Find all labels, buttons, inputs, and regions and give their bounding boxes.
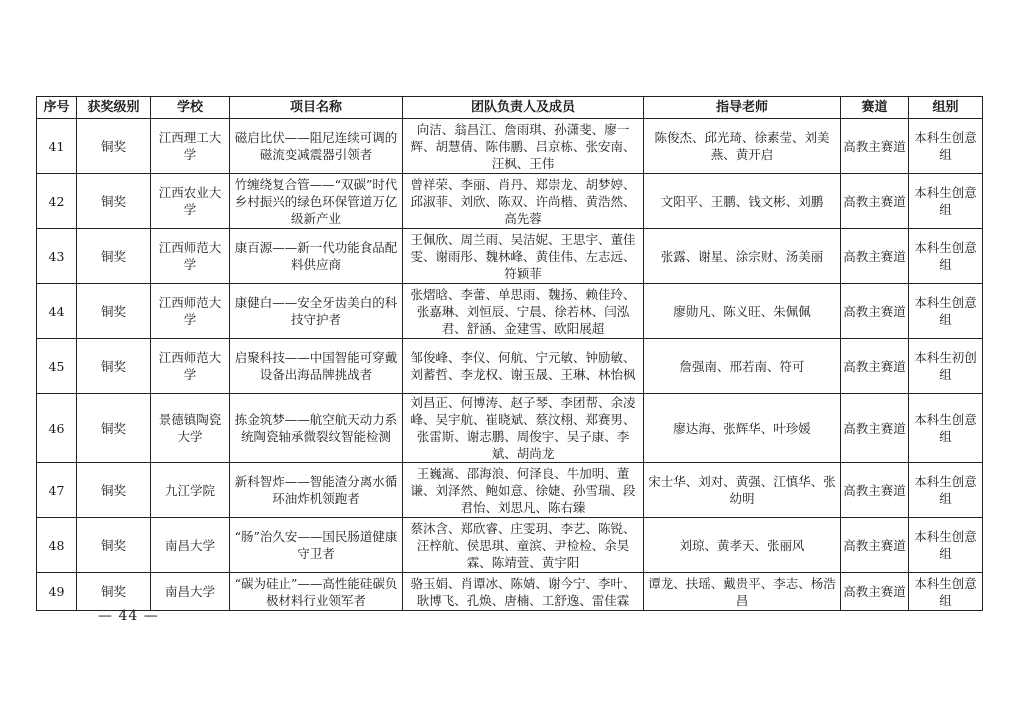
cell-advisors: 陈俊杰、邱光琦、徐素莹、刘美燕、黄开启	[644, 119, 841, 174]
awards-table	[36, 96, 983, 611]
cell-track: 高教主赛道	[841, 463, 909, 518]
cell-school: 江西师范大学	[151, 339, 230, 394]
cell-project: 康健白——安全牙齿美白的科技守护者	[230, 284, 403, 339]
cell-no: 46	[37, 394, 77, 463]
cell-group: 本科生创意组	[909, 174, 983, 229]
cell-members: 张熠晗、李蕾、单思雨、魏扬、赖佳玲、张嘉琳、刘恒辰、宁晨、徐若林、闫泓君、舒涵、金建雪、欧阳展超	[403, 284, 644, 339]
cell-group: 本科生创意组	[909, 394, 983, 463]
cell-members: 邹俊峰、李仪、何航、宁元敏、钟励敏、刘蓄哲、李龙权、谢玉晟、王琳、林怡枫	[403, 339, 644, 394]
cell-no: 43	[37, 229, 77, 284]
cell-project: 磁启比伏——阻尼连续可调的磁流变减震器引领者	[230, 119, 403, 174]
cell-project: 拣金筑梦——航空航天动力系统陶瓷轴承微裂纹智能检测	[230, 394, 403, 463]
header-track: 赛道	[841, 97, 909, 119]
page-number: — 44 —	[98, 608, 159, 624]
header-school: 学校	[151, 97, 230, 119]
table-row	[37, 284, 983, 339]
cell-members: 王巍嵩、邵海浪、何泽良、牛加明、董谦、刘泽然、鲍如意、徐婕、孙雪瑞、段君怡、刘思凡、陈右臻	[403, 463, 644, 518]
table-row	[37, 229, 983, 284]
header-group: 组别	[909, 97, 983, 119]
cell-advisors: 詹强南、邢若南、符可	[644, 339, 841, 394]
header-members: 团队负责人及成员	[403, 97, 644, 119]
cell-no: 44	[37, 284, 77, 339]
cell-school: 江西师范大学	[151, 284, 230, 339]
cell-project: 康百源——新一代功能食品配料供应商	[230, 229, 403, 284]
cell-advisors: 谭龙、扶瑶、戴贵平、李志、杨浩昌	[644, 573, 841, 611]
cell-group: 本科生创意组	[909, 284, 983, 339]
cell-track: 高教主赛道	[841, 394, 909, 463]
cell-school: 江西师范大学	[151, 229, 230, 284]
cell-school: 江西农业大学	[151, 174, 230, 229]
cell-track: 高教主赛道	[841, 284, 909, 339]
cell-school: 九江学院	[151, 463, 230, 518]
cell-track: 高教主赛道	[841, 339, 909, 394]
cell-level: 铜奖	[77, 463, 151, 518]
cell-members: 王佩欣、周兰雨、吴洁妮、王思宇、董佳雯、谢雨彤、魏林峰、黄佳伟、左志远、符颖菲	[403, 229, 644, 284]
cell-no: 45	[37, 339, 77, 394]
cell-track: 高教主赛道	[841, 119, 909, 174]
cell-group: 本科生创意组	[909, 463, 983, 518]
cell-track: 高教主赛道	[841, 174, 909, 229]
table-row	[37, 573, 983, 611]
cell-project: “碳为硅止”——高性能硅碳负极材料行业领军者	[230, 573, 403, 611]
table-row	[37, 394, 983, 463]
cell-advisors: 宋士华、刘对、黄强、江慎华、张幼明	[644, 463, 841, 518]
cell-level: 铜奖	[77, 174, 151, 229]
header-no: 序号	[37, 97, 77, 119]
cell-advisors: 张露、谢星、涂宗财、汤美丽	[644, 229, 841, 284]
cell-project: 竹缠绕复合管——“双碳”时代乡村振兴的绿色环保管道万亿级新产业	[230, 174, 403, 229]
cell-no: 47	[37, 463, 77, 518]
cell-members: 骆玉娟、肖谭冰、陈婧、谢今宁、李叶、耿博飞、孔焕、唐楠、工舒逸、雷佳霖	[403, 573, 644, 611]
cell-level: 铜奖	[77, 119, 151, 174]
cell-no: 42	[37, 174, 77, 229]
table-row	[37, 174, 983, 229]
cell-level: 铜奖	[77, 284, 151, 339]
cell-project: 新科智炸——智能渣分离水循环油炸机领跑者	[230, 463, 403, 518]
cell-school: 景德镇陶瓷大学	[151, 394, 230, 463]
cell-members: 刘昌正、何博涛、赵子琴、李团帮、余凌峰、吴宇航、崔晓斌、蔡汶栩、郑赛男、张雷斯、谢志鹏、周俊宇、吴子康、李斌、胡尚龙	[403, 394, 644, 463]
cell-group: 本科生创意组	[909, 573, 983, 611]
cell-members: 曾祥荣、李丽、肖丹、郑崇龙、胡梦婷、邱淑菲、刘欣、陈双、许尚楷、黄浩然、高先蓉	[403, 174, 644, 229]
cell-advisors: 刘琼、黄孝天、张丽风	[644, 518, 841, 573]
table-row	[37, 119, 983, 174]
header-level: 获奖级别	[77, 97, 151, 119]
cell-members: 向洁、翁昌江、詹雨琪、孙潇斐、廖一辉、胡慧倩、陈伟鹏、吕京栋、张安南、汪枫、王伟	[403, 119, 644, 174]
cell-level: 铜奖	[77, 518, 151, 573]
cell-project: 启聚科技——中国智能可穿戴设备出海品牌挑战者	[230, 339, 403, 394]
cell-track: 高教主赛道	[841, 229, 909, 284]
cell-school: 南昌大学	[151, 573, 230, 611]
cell-advisors: 文阳平、王鹏、钱文彬、刘鹏	[644, 174, 841, 229]
cell-members: 蔡沐含、郑欣睿、庄雯玥、李艺、陈锐、汪梓航、侯思琪、童滨、尹检检、余昊霖、陈靖萱、黄宇阳	[403, 518, 644, 573]
cell-group: 本科生创意组	[909, 229, 983, 284]
header-advisors: 指导老师	[644, 97, 841, 119]
cell-no: 41	[37, 119, 77, 174]
cell-advisors: 廖勋凡、陈义旺、朱佩佩	[644, 284, 841, 339]
cell-school: 南昌大学	[151, 518, 230, 573]
cell-project: “肠”治久安——国民肠道健康守卫者	[230, 518, 403, 573]
table-row	[37, 339, 983, 394]
cell-no: 48	[37, 518, 77, 573]
cell-level: 铜奖	[77, 394, 151, 463]
cell-group: 本科生创意组	[909, 119, 983, 174]
header-project: 项目名称	[230, 97, 403, 119]
table-row	[37, 463, 983, 518]
cell-track: 高教主赛道	[841, 518, 909, 573]
cell-level: 铜奖	[77, 229, 151, 284]
table-row	[37, 518, 983, 573]
cell-group: 本科生创意组	[909, 518, 983, 573]
table-header-row	[37, 97, 983, 119]
cell-level: 铜奖	[77, 339, 151, 394]
cell-level: 铜奖	[77, 573, 151, 611]
cell-track: 高教主赛道	[841, 573, 909, 611]
cell-no: 49	[37, 573, 77, 611]
cell-group: 本科生初创组	[909, 339, 983, 394]
cell-advisors: 廖达海、张辉华、叶珍媛	[644, 394, 841, 463]
cell-school: 江西理工大学	[151, 119, 230, 174]
